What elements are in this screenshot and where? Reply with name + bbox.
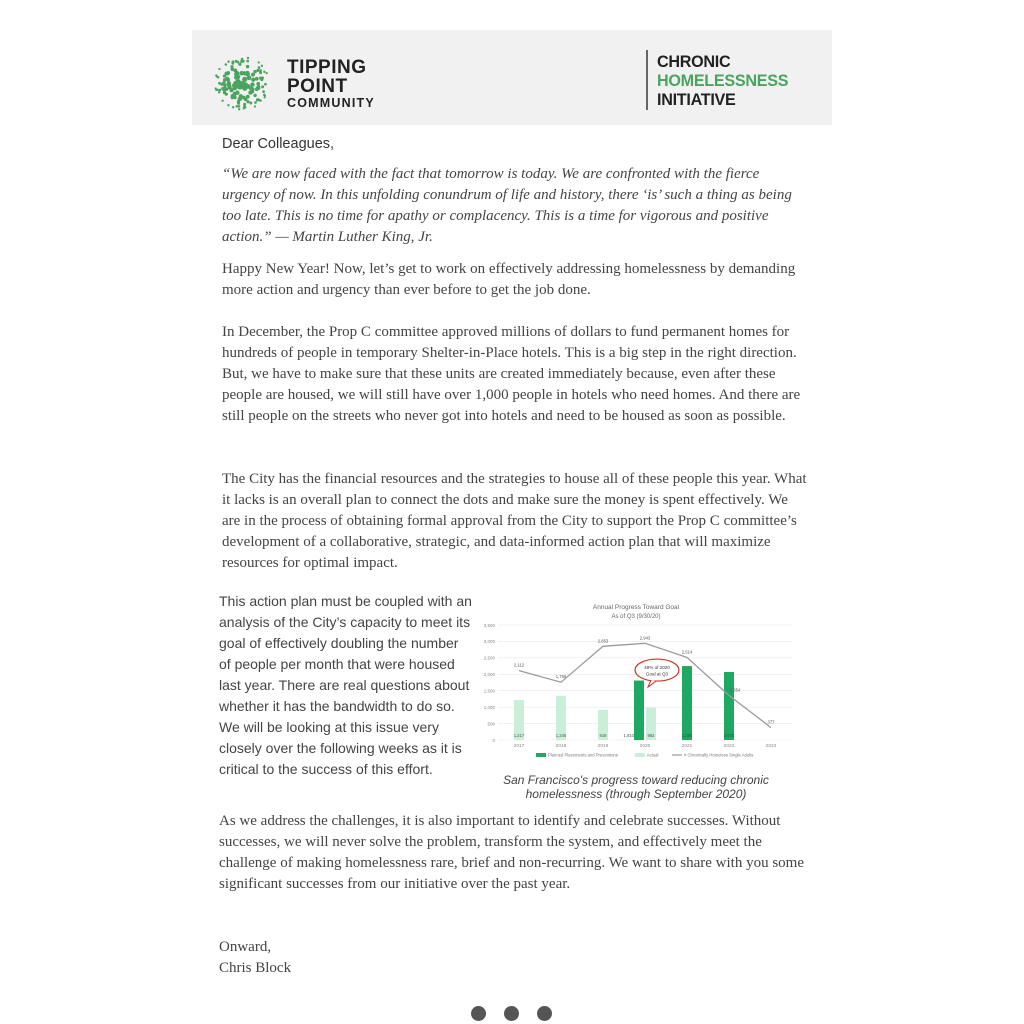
legend-swatch [536, 753, 546, 757]
annotation-text-2: Goal at Q3 [645, 671, 669, 677]
paragraph-action-plan: This action plan must be coupled with an analysis of the City’s capacity to meet its goal of effectively doubling the number of people per month that were housed last year. There are real questions about whether it has the bandwidth to do so. We will be looking at this issue very closely over the following weeks as it is critical to the success of this effort. [219, 593, 472, 777]
progress-chart-svg [476, 597, 796, 767]
closing: Onward, [219, 939, 272, 955]
annotation-pointer [648, 680, 656, 687]
x-tick-label: 2018 [555, 744, 567, 749]
x-tick-label: 2022 [723, 744, 735, 749]
y-tick-label: 2,500 [483, 655, 495, 661]
signature: Chris Block [219, 960, 292, 976]
y-tick-label: 1,500 [483, 688, 495, 694]
y-tick-label: 1,000 [483, 704, 495, 710]
legend-swatch [635, 753, 645, 757]
data-label-line: 2,112 [513, 662, 525, 668]
legend-label: Actual [646, 752, 659, 758]
data-label-line: 1,354 [729, 687, 741, 693]
data-label-line: 377 [767, 719, 775, 725]
x-tick-label: 2021 [681, 744, 693, 749]
data-label-line: 2,943 [639, 635, 651, 641]
paragraph-prop-c: In December, the Prop C committee approved millions of dollars to fund permanent homes for hundreds of people in temporary Shelter-in-Place hotels. This is a big step in the right direction. But, we have to make sure that these units are created immediately because, even after these people are housed, we will still have over 1,000 people in hotels who need homes. And there are still people on the streets who never got into hotels and need to be housed as soon as possible. [222, 324, 801, 424]
paragraph-successes: As we address the challenges, it is also important to identify and celebrate successes. Without successes, we will never solve the problem, transform the system, and effectively meet the challenge of making homelessness rare, brief and non-recurring. We want to share with you some significant successes from our initiative over the past year. [219, 813, 804, 892]
salutation: Dear Colleagues, [222, 136, 335, 152]
paragraph-new-year: Happy New Year! Now, let’s get to work on effectively addressing homelessness by demanding more action and urgency than ever before to get the job done. [222, 261, 796, 298]
logo-text-line-2: POINT [287, 76, 348, 97]
logo-text-line-1: TIPPING [287, 57, 367, 78]
sign-off [219, 937, 291, 979]
y-tick-label: 2,000 [483, 672, 495, 678]
annotation-text-1: 48% of 2020 [644, 665, 670, 671]
carousel-dot-2[interactable] [504, 1006, 519, 1021]
initiative-title-line-2: HOMELESSNESS [657, 71, 789, 90]
x-tick-label: 2017 [513, 744, 525, 749]
x-tick-label: 2019 [597, 744, 609, 749]
data-label-planned-2020: 1,810 [623, 733, 634, 738]
mlk-quote: “We are now faced with the fact that tomorrow is today. We are confronted with the fierce urgency of now. In this unfolding conundrum of life and history, there ‘is’ such a thing as being too late. This is no time for apathy or complacency. This is a time for vigorous and positive action.” — Martin Luther King, Jr. [222, 166, 792, 245]
tipping-point-logo-icon [212, 54, 274, 112]
newsletter-header [192, 30, 832, 125]
progress-chart [476, 597, 796, 767]
data-label-planned: 2,250 [681, 733, 693, 738]
data-label-actual: 1,346 [555, 733, 567, 738]
y-tick-label: 0 [492, 737, 495, 743]
initiative-title-line-1: CHRONIC [657, 52, 731, 71]
y-tick-label: 500 [487, 721, 495, 727]
bar-planned [724, 672, 734, 740]
data-label-line: 2,514 [681, 649, 693, 655]
x-tick-label: 2023 [765, 744, 777, 749]
data-label-line: 1,760 [555, 674, 567, 680]
logo-text-line-3: COMMUNITY [287, 96, 375, 110]
data-label-actual: 982 [647, 733, 655, 738]
chart-caption: San Francisco's progress toward reducing chronic homelessness (through September 2020) [503, 773, 769, 801]
data-label-actual: 1,217 [513, 733, 525, 738]
y-tick-label: 3,000 [483, 639, 495, 645]
data-label-actual: 918 [599, 733, 607, 738]
data-label-planned: 2,070 [723, 733, 735, 738]
y-tick-label: 3,500 [483, 622, 495, 628]
paragraph-city-resources: The City has the financial resources and the strategies to house all of these people this year. What it lacks is an overall plan to connect the dots and make sure the money is spent effectively. We are in the process of obtaining formal approval from the City to support the Prop C committee’s development of a collaborative, strategic, and data-informed action plan that will maximize resources for optimal impact. [222, 471, 807, 571]
data-label-line: 2,853 [597, 638, 609, 644]
bar-planned [634, 681, 644, 740]
chart-title: Annual Progress Toward Goal [592, 604, 680, 611]
legend-label: Planned Placements and Preventions [548, 752, 618, 758]
legend-label: # Chronically Homeless Single Adults [684, 752, 754, 758]
x-tick-label: 2020 [639, 744, 651, 749]
initiative-title-line-3: INITIATIVE [657, 90, 736, 109]
chart-subtitle: As of Q3 (9/30/20) [611, 614, 661, 620]
carousel-dot-3[interactable] [537, 1006, 552, 1021]
header-divider [646, 50, 648, 110]
bar-planned [682, 666, 692, 740]
carousel-dot-1[interactable] [471, 1006, 486, 1021]
